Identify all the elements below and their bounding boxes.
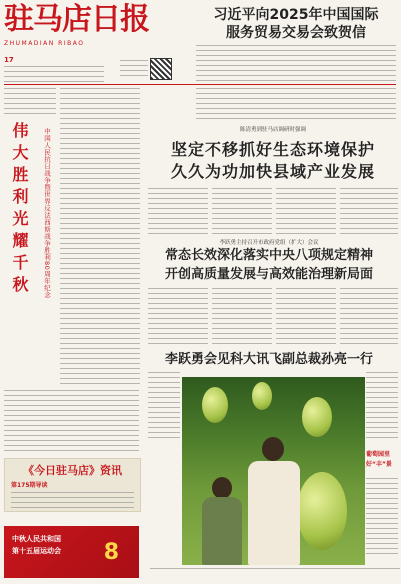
article-top-body (196, 45, 396, 85)
headline-main[interactable] (148, 139, 398, 183)
ad-number: 8 (103, 540, 119, 565)
headline-left-sub: 中国人民抗日战争暨世界反法西斯战争胜利80周年纪念 (43, 128, 51, 299)
article-third-body (148, 372, 180, 442)
article-second-col3 (276, 288, 336, 346)
headline-top[interactable] (196, 6, 396, 42)
masthead (4, 0, 182, 52)
grape-cluster (202, 387, 228, 423)
photo-caption: 葡萄园里 好“丰”景 (366, 451, 392, 468)
person-body (202, 497, 242, 565)
headline-top-line2: 服务贸易交易会致贺信 (226, 25, 366, 41)
divider (4, 84, 396, 85)
headline-second[interactable] (140, 246, 398, 284)
grape-cluster (252, 382, 272, 410)
article-main-col2 (212, 188, 272, 238)
kicker-main: 陈清勇到驻马店调研时强调 (239, 127, 306, 133)
headline-left-vertical[interactable]: 伟大胜利光耀千秋 (10, 122, 29, 298)
grape-cluster (297, 472, 347, 550)
grape-cluster (302, 397, 332, 437)
kicker-second: 李跃勇主持召开市政府党组（扩大）会议 (219, 240, 319, 246)
person-head (212, 477, 232, 499)
ad-line1: 中秋人民共和国 (12, 535, 61, 543)
footer-text (150, 568, 400, 573)
article-second-col2 (212, 288, 272, 346)
article-main-col1 (148, 188, 208, 238)
headline-main-line1: 坚定不移抓好生态环境保护 (170, 140, 375, 159)
article-main-col4 (340, 188, 398, 238)
headline-top-line1: 习近平向2025年中国国际 (213, 7, 379, 23)
masthead-pinyin: ZHUMADIAN RIBAO (4, 40, 85, 47)
photo-caption-body (366, 478, 398, 558)
photo-vineyard (182, 377, 365, 565)
qr-code-icon (150, 58, 172, 80)
article-second-col4 (340, 288, 398, 346)
article-main-col3 (276, 188, 336, 238)
promo-list (11, 492, 134, 512)
promo-title: 《今日驻马店》资讯 (23, 464, 122, 477)
issue-number: 17 (4, 56, 14, 64)
ad-line2: 第十五届运动会 (12, 547, 61, 555)
article-second-col1 (148, 288, 208, 346)
headline-second-line2: 开创高质量发展与高效能治理新局面 (164, 267, 373, 282)
headline-third[interactable]: 李跃勇会见科大讯飞副总裁孙亮一行 (164, 352, 373, 367)
promo-subtitle: 第175期导读 (11, 482, 48, 489)
article-left-lower-body (4, 390, 139, 452)
article-left-top-body (4, 88, 56, 118)
meta-text-right (120, 60, 148, 78)
person-body (248, 461, 300, 565)
promo-box[interactable] (4, 458, 141, 512)
issue-meta (4, 57, 114, 84)
article-third-right-body (366, 372, 398, 442)
article-center-top-body (196, 88, 396, 120)
meta-text (4, 66, 104, 84)
headline-second-line1: 常态长效深化落实中央八项规定精神 (164, 248, 373, 263)
masthead-title: 驻马店日报 (4, 2, 149, 37)
headline-main-line2: 久久为功加快县域产业发展 (170, 162, 375, 181)
person-head (262, 437, 284, 461)
ad-banner[interactable] (4, 526, 139, 578)
article-left-body (60, 88, 140, 388)
